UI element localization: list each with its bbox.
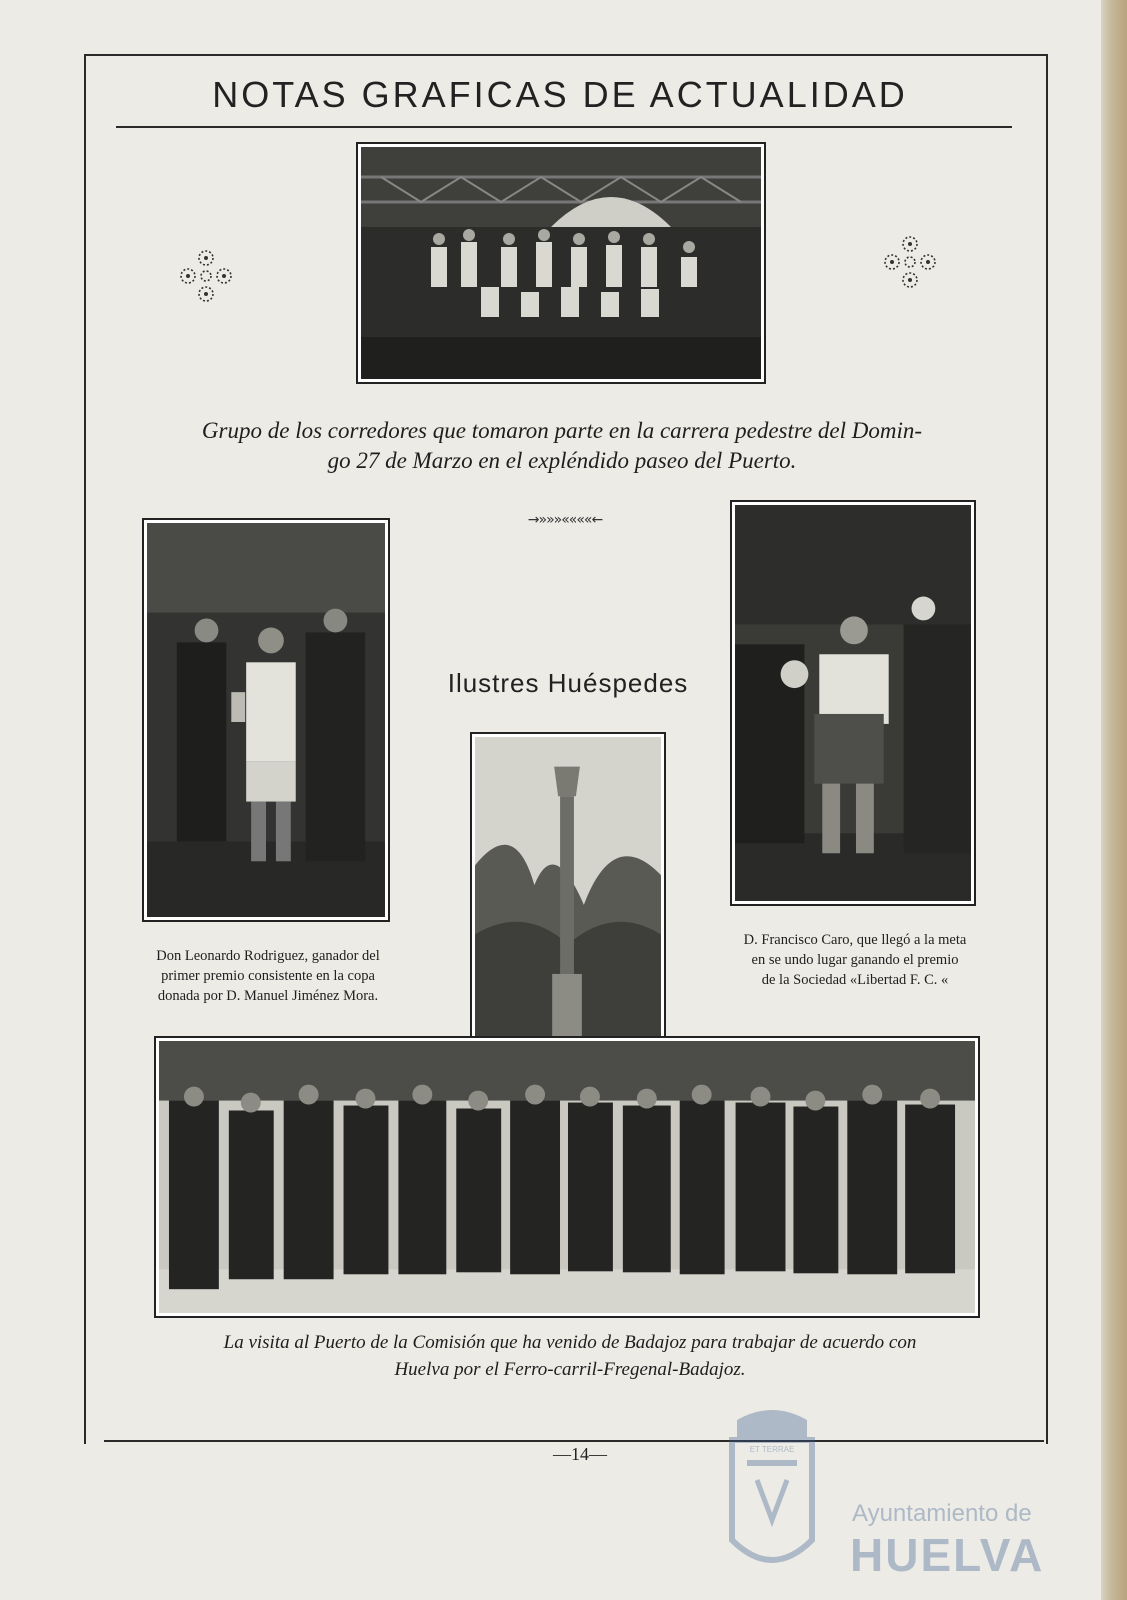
- commission-photo: [154, 1036, 980, 1318]
- second-caption-line2: en se undo lugar ganando el premio: [751, 952, 959, 968]
- page-edge: [1101, 0, 1127, 1600]
- winner-photo: [142, 518, 390, 922]
- seal-text: ET TERRAE: [749, 1445, 795, 1454]
- watermark-line1: Ayuntamiento de: [852, 1500, 1032, 1527]
- runners-caption-line1: Grupo de los corredores que tomaron parte en la carrera pedestre del Domin-: [201, 418, 923, 443]
- right-ornament-icon: [880, 232, 940, 292]
- commission-caption-line2: Huelva por el Ferro-carril-Fregenal-Badajoz.: [394, 1359, 746, 1380]
- coat-of-arms-icon: [712, 1400, 832, 1580]
- page-title: NOTAS GRAFICAS DE ACTUALIDAD: [212, 74, 908, 115]
- winner-image: [147, 523, 385, 917]
- second-caption-line3: de la Sociedad «Libertad F. C. «: [761, 972, 949, 988]
- ornamental-divider: →»»»««««←: [527, 512, 603, 528]
- runners-group-photo: [356, 142, 766, 384]
- runners-caption-line2: go 27 de Marzo en el expléndido paseo del Puerto.: [327, 448, 797, 473]
- city-watermark: [712, 1400, 1092, 1590]
- left-ornament-icon: [176, 246, 236, 306]
- street-lamp-photo: [470, 732, 666, 1050]
- second-place-photo: [730, 500, 976, 906]
- runners-group-image: [361, 147, 761, 379]
- street-lamp-image: [475, 737, 661, 1047]
- winner-caption-line1: Don Leonardo Rodriguez, ganador del: [156, 948, 380, 964]
- winner-caption-line3: donada por D. Manuel Jiménez Mora.: [157, 988, 379, 1004]
- second-caption-line1: D. Francisco Caro, que llegó a la meta: [743, 932, 967, 948]
- page-number: —14—: [553, 1444, 607, 1464]
- commission-caption-line1: La visita al Puerto de la Comisión que ha venido de Badajoz para trabajar de acuerdo con: [223, 1332, 917, 1353]
- second-place-image: [735, 505, 971, 901]
- watermark-line2: HUELVA: [850, 1529, 1045, 1581]
- title-underline: [116, 126, 1012, 128]
- commission-image: [159, 1041, 975, 1313]
- winner-caption-line2: primer premio consistente en la copa: [161, 968, 375, 984]
- section-title: Ilustres Huéspedes: [447, 668, 689, 698]
